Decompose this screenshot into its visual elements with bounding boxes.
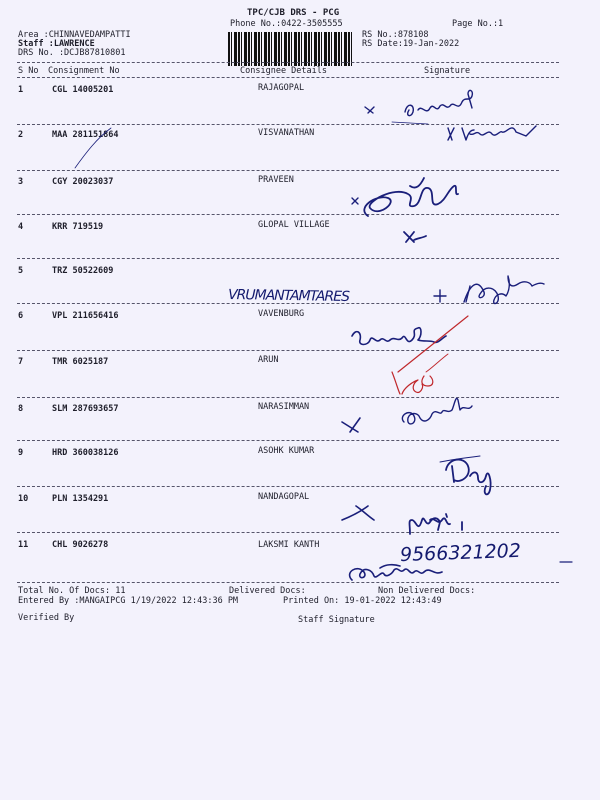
consignee-name: VISVANATHAN (258, 128, 315, 138)
page-number: Page No.:1 (452, 19, 504, 29)
row-number: 2 (18, 130, 24, 140)
sheet-title: TPC/CJB DRS - PCG (247, 8, 340, 18)
col-header-consignee: Consignee Details (240, 66, 327, 76)
consignee-name: RAJAGOPAL (258, 83, 305, 93)
drs-number: DRS No. :DCJB87810801 (18, 48, 126, 58)
row-number: 8 (18, 404, 24, 414)
consignment-number: KRR 719519 (52, 222, 104, 232)
row-number: 4 (18, 222, 24, 232)
consignment-number: CGY 20023037 (52, 177, 114, 187)
row-number: 7 (18, 357, 24, 367)
printed-on: Printed On: 19-01-2022 12:43:49 (283, 596, 442, 606)
consignment-number: TMR 6025187 (52, 357, 109, 367)
consignment-number: VPL 211656416 (52, 311, 119, 321)
rs-date: RS Date:19-Jan-2022 (362, 39, 460, 49)
consignee-name: GLOPAL VILLAGE (258, 220, 330, 230)
consignment-number: TRZ 50522609 (52, 266, 114, 276)
entered-by: Entered By :MANGAIPCG 1/19/2022 12:43:36 PM (18, 596, 239, 606)
row-number: 3 (18, 177, 24, 187)
consignee-name: ARUN (258, 355, 279, 365)
consignment-number: PLN 1354291 (52, 494, 109, 504)
consignment-number: SLM 287693657 (52, 404, 119, 414)
non-delivered-docs: Non Delivered Docs: (378, 586, 476, 596)
staff-label: Staff :LAWRENCE (18, 39, 95, 49)
area-label: Area :CHINNAVEDAMPATTI (18, 30, 131, 40)
row-number: 9 (18, 448, 24, 458)
row-number: 11 (18, 540, 29, 550)
consignee-name: LAKSMI KANTH (258, 540, 320, 550)
consignee-name: VAVENBURG (258, 309, 305, 319)
row-number: 6 (18, 311, 24, 321)
delivered-docs: Delivered Docs: (229, 586, 306, 596)
row-number: 5 (18, 266, 24, 276)
rs-number: RS No.:878108 (362, 30, 429, 40)
row-number: 1 (18, 85, 24, 95)
consignee-name: PRAVEEN (258, 175, 294, 185)
consignee-name: NANDAGOPAL (258, 492, 310, 502)
row-number: 10 (18, 494, 29, 504)
handwritten-name: VRUMANTAMTARES (227, 286, 350, 306)
consignment-number: MAA 281151864 (52, 130, 119, 140)
verified-by: Verified By (18, 613, 75, 623)
consignee-name: NARASIMMAN (258, 402, 310, 412)
consignee-name: ASOHK KUMAR (258, 446, 315, 456)
consignment-number: CGL 14005201 (52, 85, 114, 95)
phone-number: Phone No.:0422-3505555 (230, 19, 343, 29)
col-header-consignment: Consignment No (48, 66, 120, 76)
consignment-number: CHL 9026278 (52, 540, 109, 550)
consignment-number: HRD 360038126 (52, 448, 119, 458)
col-header-sno: S No (18, 66, 39, 76)
col-header-signature: Signature (424, 66, 471, 76)
staff-signature-label: Staff Signature (298, 615, 375, 625)
total-docs: Total No. Of Docs: 11 (18, 586, 126, 596)
handwritten-phone: 9566321202 (399, 539, 522, 567)
